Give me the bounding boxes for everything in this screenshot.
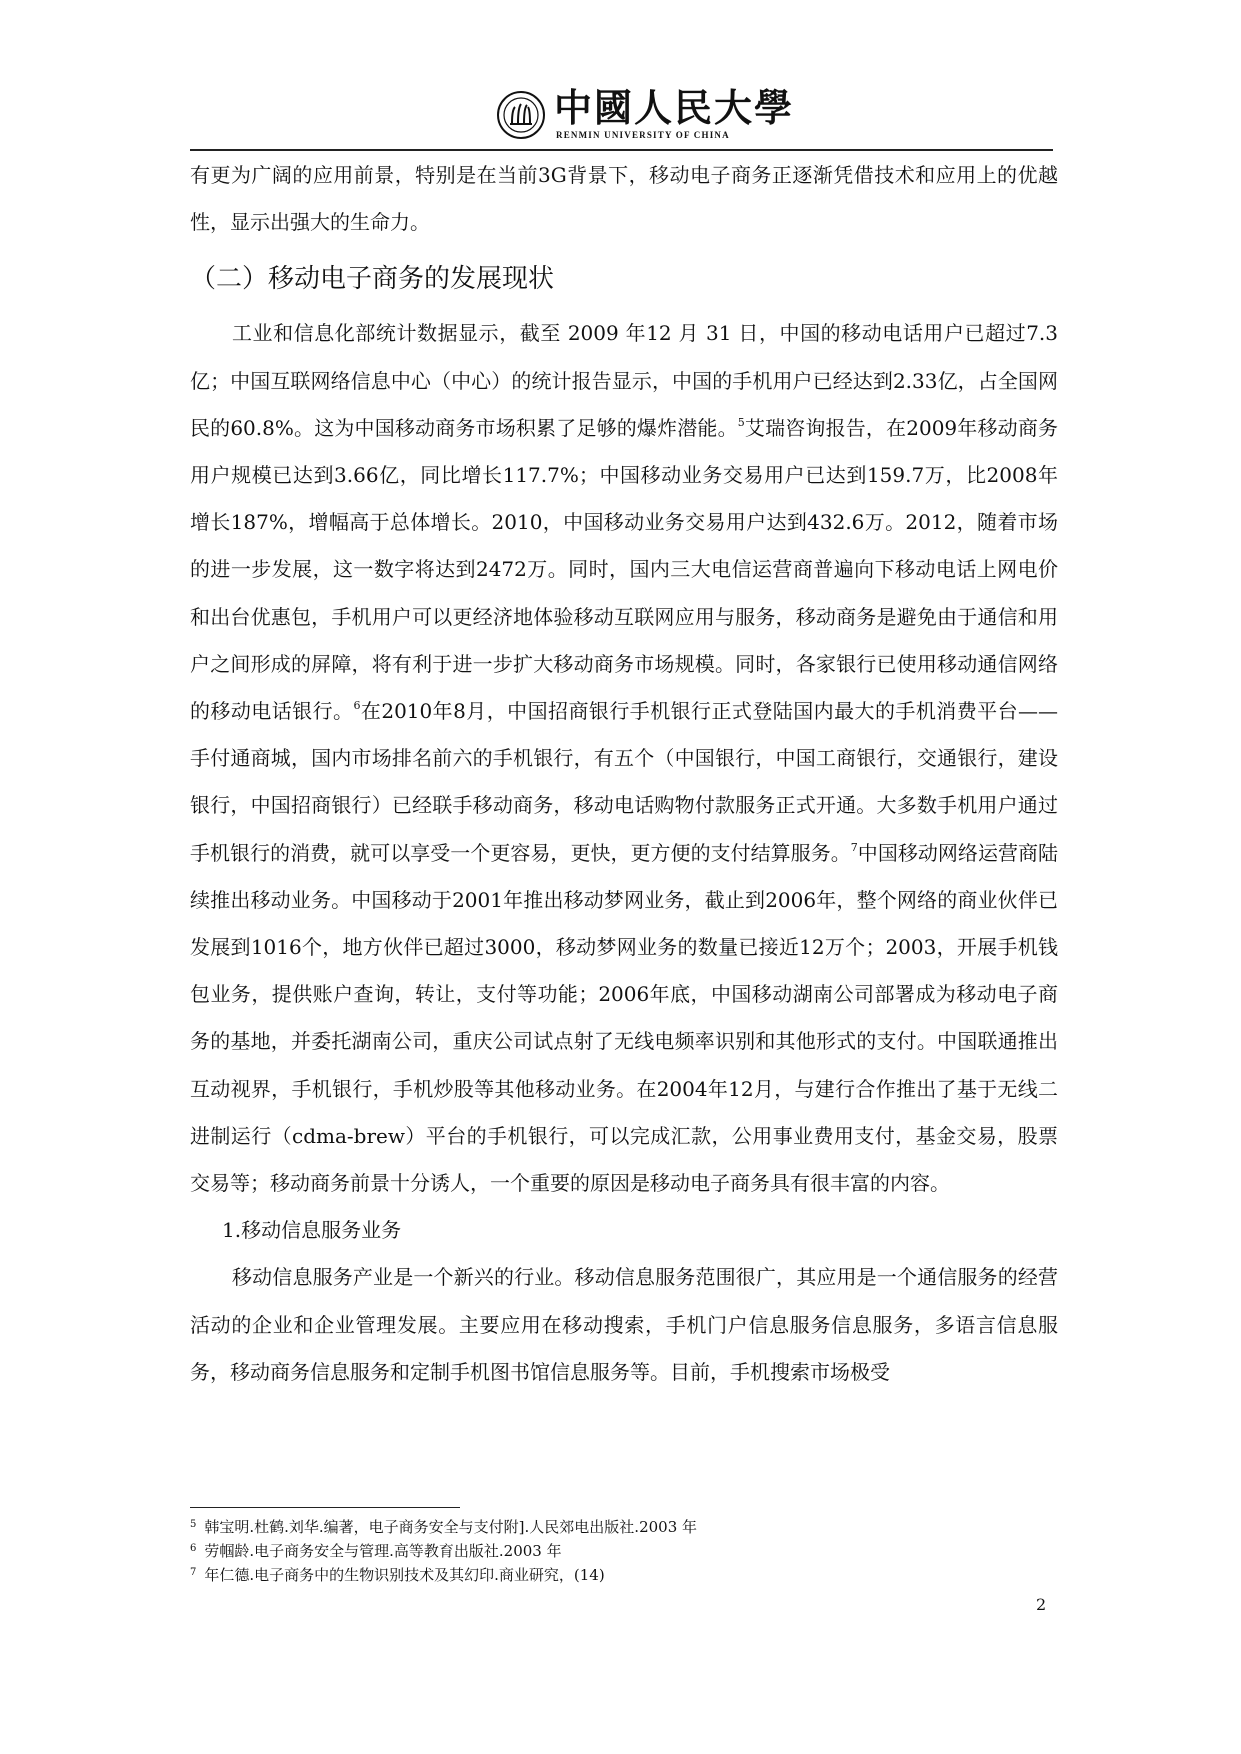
footnote-item — [190, 1515, 1050, 1539]
page-number: 2 — [1036, 1595, 1047, 1614]
university-logo — [496, 82, 795, 148]
footnote-text: 劳帼龄.电子商务安全与管理.高等教育出版社.2003 年 — [204, 1542, 562, 1560]
continued-paragraph: 有更为广阔的应用前景，特别是在当前3G背景下，移动电子商务正逐渐凭借技术和应用上的优越性，显示出强大的生命力。 — [190, 163, 1058, 235]
paragraph-development-status — [190, 310, 1058, 1207]
footnotes — [190, 1515, 1050, 1587]
header-divider — [190, 149, 1053, 151]
footnote-text: 年仁德.电子商务中的生物识别技术及其幻印.商业研究，(14) — [204, 1566, 605, 1584]
footnote-mark: 7 — [190, 1567, 197, 1578]
university-name: 中國人民大學 — [554, 85, 795, 130]
footnote-ref-7[interactable]: 7 — [850, 840, 858, 854]
paragraph-text: 艾瑞咨询报告，在2009年移动商务用户规模已达到3.66亿，同比增长117.7%；中国移动业务交易用户已达到159.7万，比2008年增长187%，增幅高于总体增长。2010，中国移动业务交易用户达到432.6万。2012，随着市场的进一步发展，这一数字将达到2472万。同时，国内三大电信运营商普遍向下移动电话上网电价和出台优惠包，手机用户可以更经济地体验移动互联网应用与服务，移动商务是避免由于通信和用户之间形成的屏障，将有利于进一步扩大移动商务市场规模。同时，各家银行已使用移动通信网络的移动电话银行。 — [190, 415, 1058, 724]
paragraph-mobile-info-service: 移动信息服务产业是一个新兴的行业。移动信息服务范围很广，其应用是一个通信服务的经营活动的企业和企业管理发展。主要应用在移动搜索，手机门户信息服务信息服务，多语言信息服务，移动商务信息服务和定制手机图书馆信息服务等。目前，手机搜索市场极受 — [190, 1265, 1058, 1384]
university-seal-icon — [496, 90, 546, 140]
footnote-text: 韩宝明.杜鹤.刘华.编著，电子商务安全与支付附].人民郊电出版社.2003 年 — [204, 1518, 698, 1536]
paragraph-text: 工业和信息化部统计数据显示，截至 2009 年12 月 31 日，中国的移动电话用户已超过7.3亿；中国互联网络信息中心（中心）的统计报告显示，中国的手机用户已经达到2.33亿，占全国网民的60.8%。这为中国移动商务市场积累了足够的爆炸潜能。 — [190, 321, 1058, 440]
footnote-item — [190, 1539, 1050, 1563]
main-body — [190, 152, 1058, 1396]
paragraph-text: 在2010年8月，中国招商银行手机银行正式登陆国内最大的手机消费平台——手付通商城，国内市场排名前六的手机银行，有五个（中国银行，中国工商银行，交通银行，建设银行，中国招商银行）已经联手移动商务，移动电话购物付款服务正式开通。大多数手机用户通过手机银行的消费，就可以享受一个更容易，更快，更方便的支付结算服务。 — [190, 699, 1059, 865]
footnote-divider — [190, 1507, 460, 1508]
section-heading: （二）移动电子商务的发展现状 — [190, 264, 555, 295]
footnote-mark: 6 — [190, 1543, 197, 1554]
paragraph-text: 中国移动网络运营商陆续推出移动业务。中国移动于2001年推出移动梦网业务，截止到2006年，整个网络的商业伙伴已发展到1016个，地方伙伴已超过3000，移动梦网业务的数量已接近12万个；2003，开展手机钱包业务，提供账户查询，转让，支付等功能；2006年底，中国移动湖南公司部署成为移动电子商务的基地，并委托湖南公司，重庆公司试点射了无线电频率识别和其他形式的支付。中国联通推出互动视界，手机银行，手机炒股等其他移动业务。在2004年12月，与建行合作推出了基于无线二进制运行（cdma-brew）平台的手机银行，可以完成汇款，公用事业费用支付，基金交易，股票交易等；移动商务前景十分诱人，一个重要的原因是移动电子商务具有很丰富的内容。 — [190, 840, 1059, 1196]
footnote-mark: 5 — [190, 1519, 197, 1530]
footnote-ref-5[interactable]: 5 — [737, 415, 745, 429]
page-header — [0, 82, 1241, 152]
university-name-english: RENMIN UNIVERSITY OF CHINA — [556, 130, 730, 140]
subsection-heading: 1.移动信息服务业务 — [222, 1218, 402, 1243]
footnote-ref-6[interactable]: 6 — [353, 699, 361, 713]
footnote-item — [190, 1563, 1050, 1587]
